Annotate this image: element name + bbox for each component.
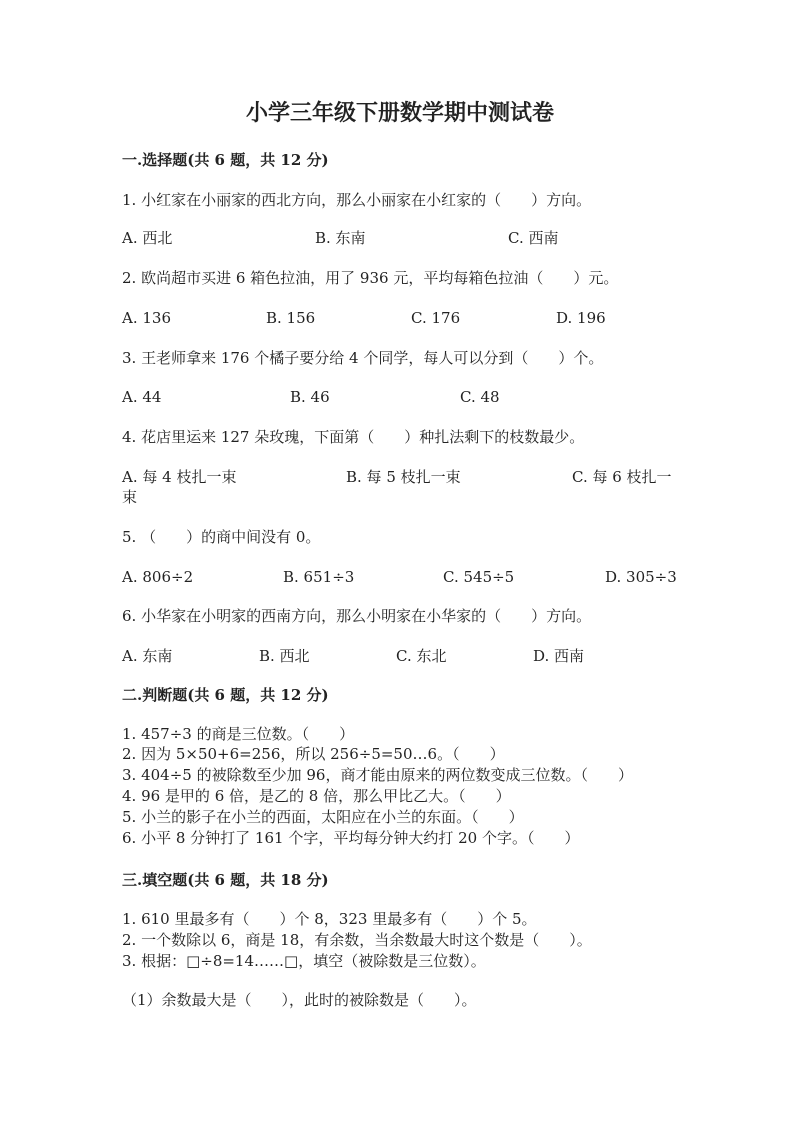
option-d: D. 305÷3 — [605, 568, 677, 586]
option-b: B. 西北 — [259, 647, 310, 665]
option-d: D. 西南 — [533, 647, 585, 665]
question-stem: 6. 小华家在小明家的西南方向，那么小明家在小华家的（ ）方向。 — [122, 607, 592, 625]
section-heading-judgement: 二.判断题(共 6 题，共 12 分) — [122, 686, 329, 704]
option-c: C. 每 6 枝扎一 — [572, 468, 672, 486]
option-a: A. 44 — [122, 388, 162, 406]
section-heading-fill-blank: 三.填空题(共 6 题，共 18 分) — [122, 871, 329, 889]
option-c-continued: 束 — [122, 488, 138, 506]
section-heading-choice: 一.选择题(共 6 题，共 12 分) — [122, 151, 329, 169]
judgement-item: 1. 457÷3 的商是三位数。（ ） — [122, 725, 355, 743]
question-stem: 3. 王老师拿来 176 个橘子要分给 4 个同学，每人可以分到（ ）个。 — [122, 349, 604, 367]
fill-blank-item: 3. 根据：□÷8=14……□，填空（被除数是三位数）。 — [122, 952, 486, 970]
option-c: C. 176 — [411, 309, 461, 327]
question-stem: 1. 小红家在小丽家的西北方向，那么小丽家在小红家的（ ）方向。 — [122, 191, 592, 209]
fill-blank-subitem: （1）余数最大是（ ），此时的被除数是（ ）。 — [122, 991, 477, 1009]
option-b: B. 651÷3 — [283, 568, 355, 586]
question-stem: 2. 欧尚超市买进 6 箱色拉油，用了 936 元，平均每箱色拉油（ ）元。 — [122, 269, 619, 287]
option-d: D. 196 — [556, 309, 606, 327]
option-b: B. 156 — [266, 309, 316, 327]
option-b: B. 东南 — [315, 229, 366, 247]
option-b: B. 46 — [290, 388, 330, 406]
option-a: A. 西北 — [122, 229, 173, 247]
option-a: A. 东南 — [122, 647, 173, 665]
option-b: B. 每 5 枝扎一束 — [346, 468, 461, 486]
judgement-item: 4. 96 是甲的 6 倍，是乙的 8 倍，那么甲比乙大。（ ） — [122, 787, 511, 805]
option-a: A. 每 4 枝扎一束 — [122, 468, 237, 486]
option-a: A. 136 — [122, 309, 171, 327]
judgement-item: 6. 小平 8 分钟打了 161 个字，平均每分钟大约打 20 个字。（ ） — [122, 829, 580, 847]
question-stem: 5. （ ）的商中间没有 0。 — [122, 528, 321, 546]
question-stem: 4. 花店里运来 127 朵玫瑰，下面第（ ）种扎法剩下的枝数最少。 — [122, 428, 585, 446]
fill-blank-item: 2. 一个数除以 6，商是 18，有余数，当余数最大时这个数是（ ）。 — [122, 931, 592, 949]
judgement-item: 2. 因为 5×50+6=256，所以 256÷5=50…6。（ ） — [122, 745, 505, 763]
page-title: 小学三年级下册数学期中测试卷 — [245, 100, 554, 126]
judgement-item: 5. 小兰的影子在小兰的西面，太阳应在小兰的东面。（ ） — [122, 808, 524, 826]
option-c: C. 48 — [460, 388, 500, 406]
option-c: C. 东北 — [396, 647, 447, 665]
option-a: A. 806÷2 — [122, 568, 194, 586]
option-c: C. 545÷5 — [443, 568, 515, 586]
fill-blank-item: 1. 610 里最多有（ ）个 8，323 里最多有（ ）个 5。 — [122, 910, 537, 928]
judgement-item: 3. 404÷5 的被除数至少加 96，商才能由原来的两位数变成三位数。（ ） — [122, 766, 633, 784]
option-c: C. 西南 — [508, 229, 559, 247]
